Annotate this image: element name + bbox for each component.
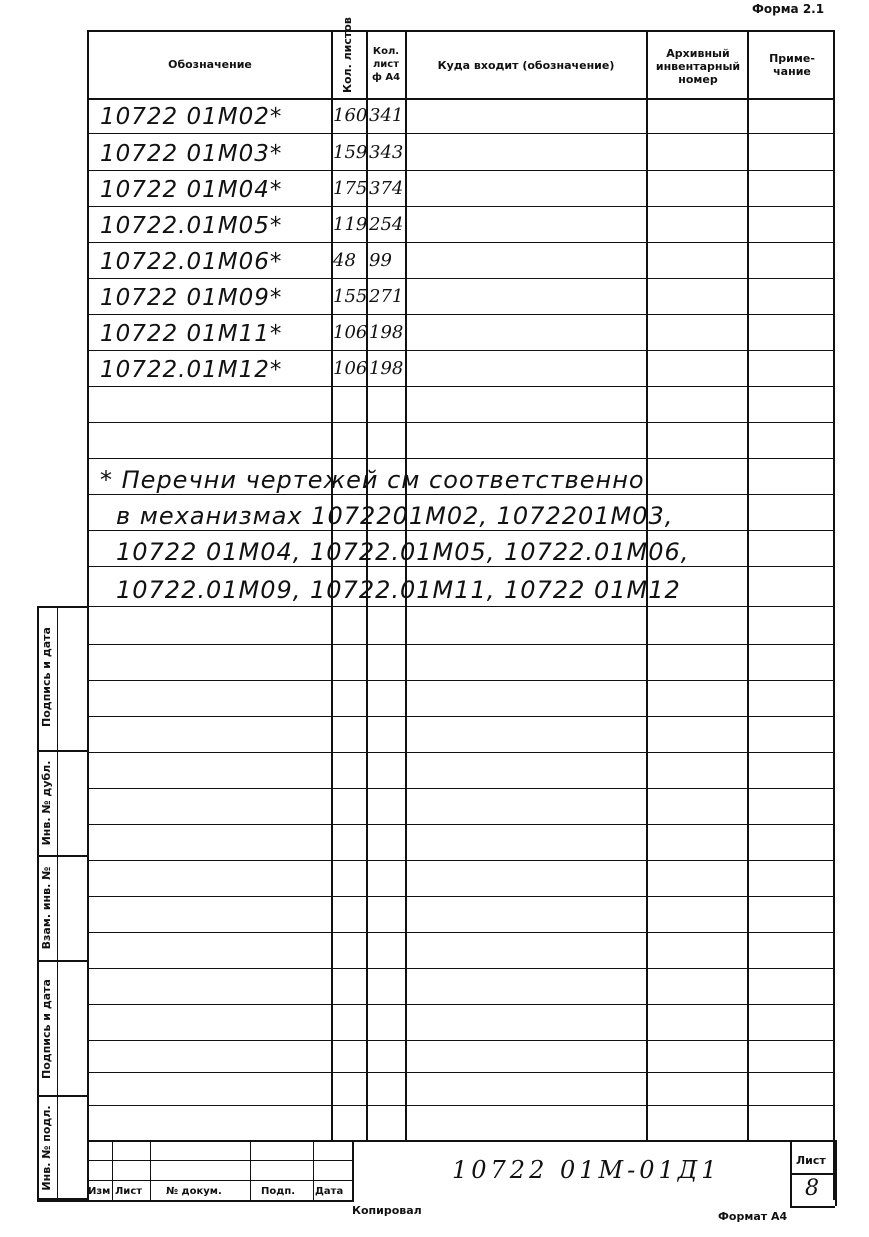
row-line [87,170,835,171]
row-line [87,932,835,933]
row-sheets: 48 [333,250,356,271]
row-line [87,458,835,459]
row-a4: 198 [369,358,404,379]
row-designation: 10722.01M05* [100,213,283,239]
row-designation: 10722 01M04* [100,177,283,203]
row-sheets: 175 [333,178,368,199]
row-a4: 271 [369,286,404,307]
row-line [87,278,835,279]
side-label-inv-dup: Инв. № дубл. [40,760,53,846]
row-line [87,350,835,351]
row-line [87,680,835,681]
row-line [87,566,835,567]
row-sheets: 119 [333,214,368,235]
row-designation: 10722 01M03* [100,141,283,167]
row-sheets: 159 [333,142,368,163]
title-list: Лист [115,1186,143,1197]
row-line [87,968,835,969]
sheet-divider [790,1173,835,1175]
sheet-label: Лист [796,1154,826,1167]
col-header-designation: Обозначение [168,57,252,71]
row-line [87,824,835,825]
row-line [87,206,835,207]
row-line [87,242,835,243]
header-line [87,98,835,100]
row-designation: 10722 01M11* [100,321,283,347]
title-col-1 [112,1140,113,1200]
col-header-sheets: Кол. листов [341,17,354,93]
row-sheets: 155 [333,286,368,307]
note-line: в механизмах 1072201M02, 1072201M03, [116,502,674,530]
row-a4: 99 [369,250,392,271]
title-col-5 [352,1140,354,1202]
row-designation: 10722.01M12* [100,357,283,383]
title-date: Дата [315,1186,344,1197]
col-header-where-used: Куда входит (обозначение) [437,58,615,72]
title-col-2 [150,1140,151,1200]
row-line [87,606,835,607]
footer-copied: Копировал [352,1204,422,1217]
row-sheets: 106 [333,322,368,343]
col-header-a4: Кол. лист ф А4 [371,45,401,83]
row-sheets: 106 [333,358,368,379]
title-col-4 [313,1140,314,1200]
row-line [87,1040,835,1041]
row-line [87,716,835,717]
row-line [87,1072,835,1073]
row-line [87,494,835,495]
side-label-inv-orig: Инв. № подл. [40,1105,53,1191]
title-col-right [835,1140,837,1206]
side-label-interchange: Взам. инв. № [40,866,53,950]
row-a4: 374 [369,178,404,199]
row-a4: 198 [369,322,404,343]
title-block-bottom [37,1200,352,1202]
row-line [87,1105,835,1106]
note-line: 10722 01M04, 10722.01M05, 10722.01M06, [116,538,690,566]
note-line: 10722.01M09, 10722.01M11, 10722 01M12 [116,576,681,604]
side-label-sign-date-top: Подпись и дата [40,627,53,727]
col-header-note: Приме- чание [769,52,815,78]
sheet-number: 8 [805,1176,819,1201]
row-line [87,133,835,134]
sheet-bottom [790,1206,835,1208]
row-sheets: 160 [333,105,368,126]
note-line: * Перечни чертежей см соответственно [100,466,645,494]
title-izm: Изм [88,1186,111,1197]
row-line [87,644,835,645]
row-a4: 254 [369,214,404,235]
row-line [87,314,835,315]
row-line [87,752,835,753]
row-line [87,1004,835,1005]
side-label-sign-date-bottom: Подпись и дата [40,979,53,1079]
binding-strip-divider [57,606,58,1200]
row-designation: 10722 01M02* [100,104,283,130]
title-block-top [87,1140,835,1142]
row-line [87,422,835,423]
title-col-3 [250,1140,251,1200]
row-line [87,530,835,531]
form-label: Форма 2.1 [752,2,825,16]
col-line-5 [747,30,749,1140]
title-doc-no: № докум. [166,1186,222,1197]
row-line [87,788,835,789]
col-header-archive: Архивный инвентарный номер [655,46,741,86]
title-sign: Подп. [261,1186,296,1197]
row-a4: 341 [369,105,404,126]
row-designation: 10722 01M09* [100,285,283,311]
row-line [87,860,835,861]
footer-format: Формат А4 [718,1210,788,1223]
row-a4: 343 [369,142,404,163]
doc-designation: 10722 01M-01Д1 [452,1156,721,1184]
row-designation: 10722.01M06* [100,249,283,275]
row-line [87,896,835,897]
row-line [87,386,835,387]
